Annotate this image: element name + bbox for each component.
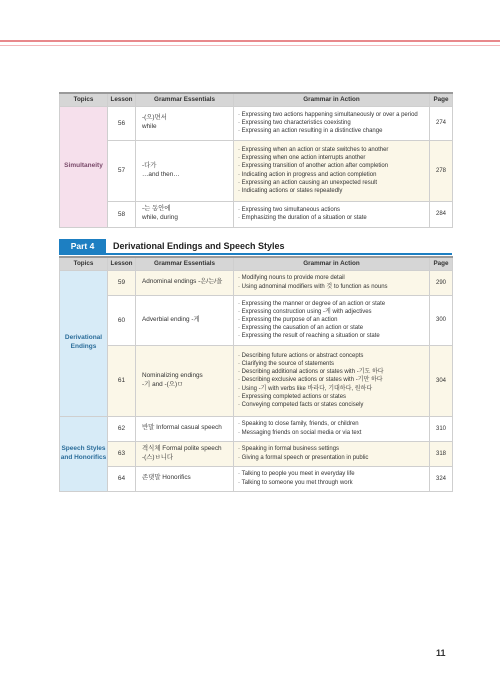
grammar-essential (136, 441, 234, 466)
lesson-number: 56 (108, 106, 136, 140)
grammar-essential (136, 201, 234, 227)
action-item: · Talking to people you meet in everyday life (238, 470, 425, 478)
page-reference: 304 (430, 345, 453, 416)
action-item: · Emphasizing the duration of a situation or state (238, 214, 425, 222)
part-heading (59, 239, 452, 255)
action-item: · Expressing two simultaneous actions (238, 206, 425, 214)
action-item: · Expressing two actions happening simultaneously or over a period (238, 111, 425, 119)
topic-speech-styles: Speech Styles and Honorifics (60, 416, 108, 491)
top-decorative-rule-thin (0, 45, 500, 46)
action-item: · Expressing transition of another action after completion (238, 162, 425, 170)
header-grammar-in-action: Grammar in Action (234, 257, 430, 270)
header-page: Page (430, 93, 453, 106)
grammar-essential (136, 106, 234, 140)
action-item: · Expressing when one action interrupts another (238, 154, 425, 162)
table-header-row (60, 93, 453, 106)
page-reference: 290 (430, 270, 453, 295)
grammar-essential (136, 140, 234, 201)
lesson-number: 60 (108, 295, 136, 345)
derivational-endings-table (59, 256, 453, 492)
grammar-english: 격식체 Formal polite speech (142, 444, 222, 452)
action-item: · Indicating actions or states repeatedly (238, 187, 425, 195)
page-reference: 278 (430, 140, 453, 201)
grammar-korean: -(스)ㅂ니다 (142, 453, 174, 461)
grammar-essential: 반말 Informal casual speech (136, 416, 234, 441)
header-topics: Topics (60, 257, 108, 270)
table-row (60, 270, 453, 295)
simultaneity-table (59, 92, 453, 228)
action-item: · Describing exclusive actions or states with -기만 하다 (238, 376, 425, 384)
action-item: · Indicating action in progress and action completion (238, 171, 425, 179)
action-item: · Clarifying the source of statements (238, 360, 425, 368)
grammar-actions (234, 140, 430, 201)
table-row (60, 345, 453, 416)
top-decorative-rule (0, 40, 500, 42)
table-row (60, 441, 453, 466)
grammar-essential (136, 345, 234, 416)
action-item: · Expressing the causation of an action or state (238, 324, 425, 332)
action-item: · Talking to someone you met through work (238, 479, 425, 487)
grammar-actions (234, 441, 430, 466)
table-row (60, 295, 453, 345)
part-tag: Part 4 (59, 239, 106, 253)
action-item: · Modifying nouns to provide more detail (238, 274, 425, 282)
table-row (60, 416, 453, 441)
grammar-korean: -기 and -(으)ㅁ (142, 380, 184, 388)
action-item: · Using -기 with verbs like 바라다, 기대하다, 원하다 (238, 385, 425, 393)
lesson-number: 57 (108, 140, 136, 201)
table-row (60, 106, 453, 140)
page-reference: 310 (430, 416, 453, 441)
lesson-number: 63 (108, 441, 136, 466)
grammar-korean: -는 동안에 (142, 205, 171, 213)
grammar-korean: -(으)면서 (142, 114, 167, 122)
grammar-essential: 존댓말 Honorifics (136, 466, 234, 491)
action-item: · Describing future actions or abstract concepts (238, 352, 425, 360)
part-title: Derivational Endings and Speech Styles (113, 241, 285, 251)
lesson-number: 61 (108, 345, 136, 416)
action-item: · Expressing two characteristics coexisting (238, 119, 425, 127)
grammar-english: Nominalizing endings (142, 371, 203, 379)
grammar-english: while, during (142, 214, 178, 221)
action-item: · Expressing when an action or state switches to another (238, 146, 425, 154)
action-item: · Speaking in formal business settings (238, 445, 425, 453)
header-grammar-essentials: Grammar Essentials (136, 93, 234, 106)
grammar-actions (234, 201, 430, 227)
page-number: 11 (436, 648, 446, 658)
lesson-number: 62 (108, 416, 136, 441)
page-reference: 300 (430, 295, 453, 345)
grammar-essential: Adnominal endings -은/는/을 (136, 270, 234, 295)
action-item: · Expressing the purpose of an action (238, 316, 425, 324)
lesson-number: 64 (108, 466, 136, 491)
action-item: · Expressing an action resulting in a distinctive change (238, 127, 425, 135)
lesson-number: 58 (108, 201, 136, 227)
table-row (60, 140, 453, 201)
action-item: · Speaking to close family, friends, or children (238, 420, 425, 428)
header-grammar-essentials: Grammar Essentials (136, 257, 234, 270)
lesson-number: 59 (108, 270, 136, 295)
grammar-korean: -다가 (142, 161, 157, 169)
header-topics: Topics (60, 93, 108, 106)
header-page: Page (430, 257, 453, 270)
action-item: · Expressing construction using -게 with adjectives (238, 308, 425, 316)
action-item: · Expressing completed actions or states (238, 393, 425, 401)
grammar-english: …and then… (142, 170, 180, 178)
grammar-actions (234, 466, 430, 491)
action-item: · Using adnominal modifiers with 것 to function as nouns (238, 283, 425, 291)
action-item: · Expressing the result of reaching a situation or state (238, 332, 425, 340)
page-reference: 324 (430, 466, 453, 491)
grammar-actions (234, 270, 430, 295)
table-row (60, 466, 453, 491)
action-item: · Giving a formal speech or presentation in public (238, 454, 425, 462)
action-item: · Messaging friends on social media or via text (238, 429, 425, 437)
action-item: · Expressing the manner or degree of an action or state (238, 300, 425, 308)
grammar-actions (234, 345, 430, 416)
grammar-english: while (142, 123, 157, 130)
grammar-actions (234, 106, 430, 140)
topic-simultaneity: Simultaneity (60, 106, 108, 227)
header-lesson: Lesson (108, 93, 136, 106)
page-reference: 284 (430, 201, 453, 227)
action-item: · Describing additional actions or states with -기도 하다 (238, 368, 425, 376)
grammar-essential: Adverbial ending -게 (136, 295, 234, 345)
grammar-actions (234, 416, 430, 441)
table-header-row (60, 257, 453, 270)
page-reference: 274 (430, 106, 453, 140)
header-lesson: Lesson (108, 257, 136, 270)
grammar-actions (234, 295, 430, 345)
topic-derivational-endings: Derivational Endings (60, 270, 108, 416)
page-reference: 318 (430, 441, 453, 466)
action-item: · Conveying competed facts or states concisely (238, 401, 425, 409)
header-grammar-in-action: Grammar in Action (234, 93, 430, 106)
action-item: · Expressing an action causing an unexpected result (238, 179, 425, 187)
table-row (60, 201, 453, 227)
